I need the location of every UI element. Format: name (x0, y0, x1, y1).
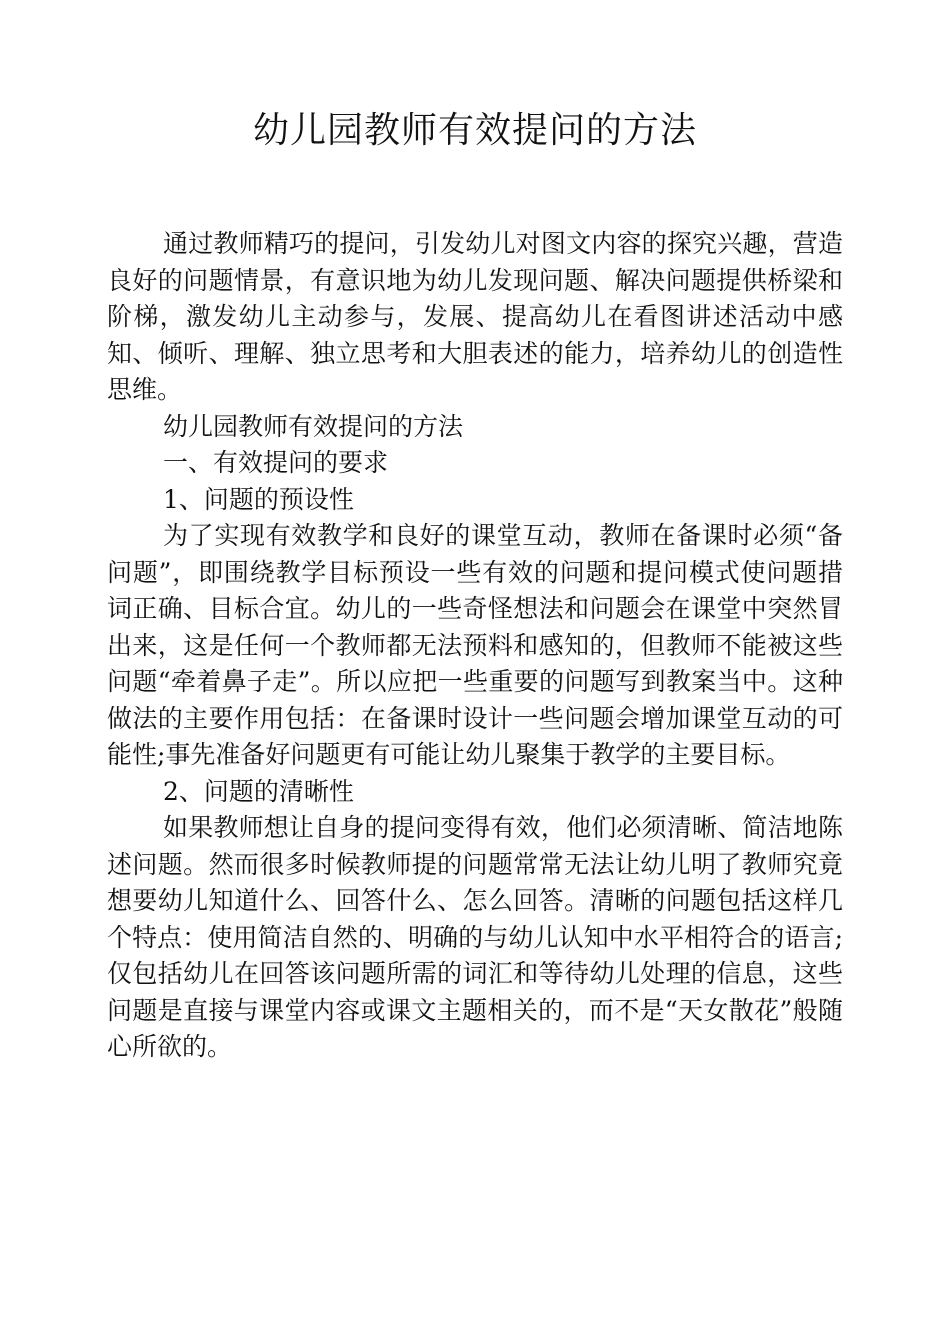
subsection-heading: 2、问题的清晰性 (163, 776, 354, 806)
subtitle-line: 幼儿园教师有效提问的方法 (163, 411, 464, 441)
document-title: 幼儿园教师有效提问的方法 (252, 110, 697, 151)
document-body (107, 226, 843, 1066)
body-paragraph: 为了实现有效教学和良好的课堂互动，教师在备课时必须“备问题”，即围绕教学目标预设一些有效的问题和提问模式使问题措词正确、目标合宜。幼儿的一些奇怪想法和问题会在课堂中突然冒出来，这是任何一个教师都无法预料和感知的，但教师不能被这些问题“牵着鼻子走”。所以应把一些重要的问题写到教案当中。这种做法的主要作用包括：在备课时设计一些问题会增加课堂互动的可能性;事先准备好问题更有可能让幼儿聚集于教学的主要目标。 (107, 521, 843, 769)
body-paragraph: 如果教师想让自身的提问变得有效，他们必须清晰、简洁地陈述问题。然而很多时候教师提的问题常常无法让幼儿明了教师究竟想要幼儿知道什么、回答什么、怎么回答。清晰的问题包括这样几个特点：使用简洁自然的、明确的与幼儿认知中水平相符合的语言;仅包括幼儿在回答该问题所需的词汇和等待幼儿处理的信息，这些问题是直接与课堂内容或课文主题相关的，而不是“天女散花”般随心所欲的。 (107, 813, 843, 1061)
subsection-heading: 1、问题的预设性 (163, 484, 354, 514)
section-heading: 一、有效提问的要求 (163, 448, 389, 477)
intro-paragraph: 通过教师精巧的提问，引发幼儿对图文内容的探究兴趣，营造良好的问题情景，有意识地为幼儿发现问题、解决问题提供桥梁和阶梯，激发幼儿主动参与，发展、提高幼儿在看图讲述活动中感知、倾听、理解、独立思考和大胆表述的能力，培养幼儿的创造性思维。 (107, 229, 843, 404)
